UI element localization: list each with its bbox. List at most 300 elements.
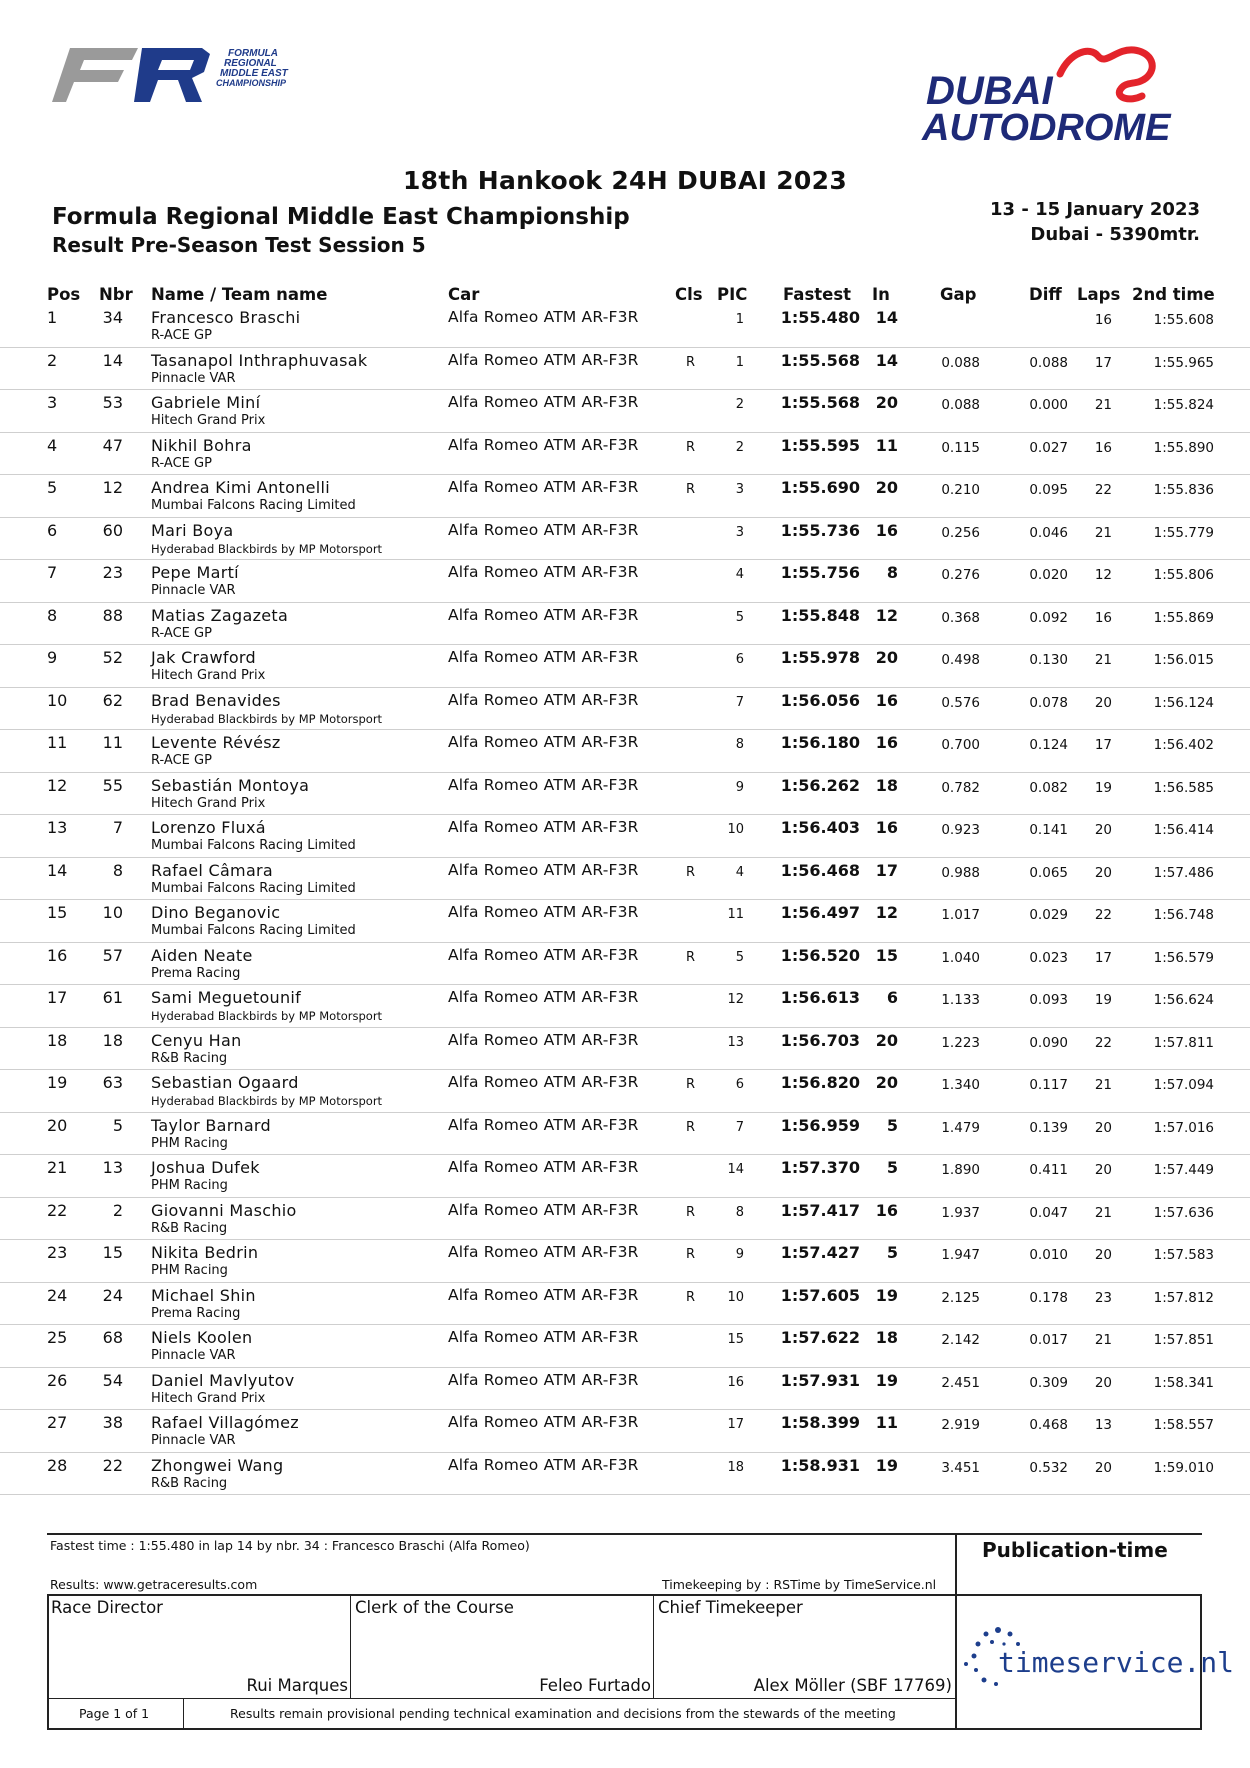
in-lap-cell: 14 xyxy=(875,350,898,370)
car-cell: Alfa Romeo ATM AR-F3R xyxy=(448,393,639,411)
in-lap-cell: 16 xyxy=(875,818,898,837)
laps-cell: 22 xyxy=(1094,482,1112,498)
gap-cell: 1.947 xyxy=(941,1247,980,1263)
table-row xyxy=(0,433,1250,476)
gap-cell: 2.125 xyxy=(941,1289,980,1306)
pos-cell: 25 xyxy=(47,1328,68,1347)
gap-cell: 0.088 xyxy=(941,397,980,413)
driver-name: Gabriele Miní xyxy=(151,393,261,412)
in-lap-cell: 15 xyxy=(875,945,898,965)
in-lap-cell: 8 xyxy=(886,563,898,582)
fastest-lap-cell: 1:57.370 xyxy=(780,1158,860,1177)
pic-cell: 7 xyxy=(735,1119,744,1135)
team-name: R-ACE GP xyxy=(151,625,212,641)
pos-cell: 24 xyxy=(47,1285,68,1305)
table-row xyxy=(0,1155,1250,1198)
in-lap-cell: 5 xyxy=(886,1243,898,1262)
driver-name: Lorenzo Fluxá xyxy=(151,818,266,837)
nbr-cell: 24 xyxy=(102,1285,123,1305)
pos-cell: 10 xyxy=(47,690,68,710)
pos-cell: 7 xyxy=(47,563,58,582)
fastest-lap-cell: 1:55.690 xyxy=(780,478,860,497)
gap-cell: 0.576 xyxy=(941,694,980,711)
second-time-cell: 1:57.094 xyxy=(1153,1077,1214,1093)
second-time-cell: 1:57.636 xyxy=(1153,1204,1214,1221)
second-time-cell: 1:55.890 xyxy=(1153,439,1214,456)
pos-cell: 22 xyxy=(47,1200,68,1220)
pic-cell: 18 xyxy=(727,1459,744,1475)
pic-cell: 6 xyxy=(735,1077,744,1092)
car-cell: Alfa Romeo ATM AR-F3R xyxy=(448,478,639,496)
pic-cell: 10 xyxy=(727,822,744,837)
pos-cell: 1 xyxy=(47,308,58,327)
driver-name: Sebastian Ogaard xyxy=(151,1073,299,1092)
second-time-cell: 1:55.869 xyxy=(1153,609,1214,626)
gap-cell: 0.210 xyxy=(941,482,980,498)
fastest-lap-cell: 1:55.480 xyxy=(780,308,860,327)
fastest-lap-cell: 1:57.417 xyxy=(780,1200,860,1220)
second-time-cell: 1:55.608 xyxy=(1153,312,1214,328)
gap-cell: 1.223 xyxy=(941,1034,980,1051)
pic-cell: 5 xyxy=(735,609,744,625)
pic-cell: 1 xyxy=(735,312,744,327)
table-row xyxy=(0,688,1250,731)
second-time-cell: 1:57.811 xyxy=(1153,1034,1214,1051)
car-cell: Alfa Romeo ATM AR-F3R xyxy=(448,690,639,709)
fastest-lap-cell: 1:56.180 xyxy=(780,733,860,752)
diff-cell: 0.078 xyxy=(1029,694,1068,711)
second-time-cell: 1:55.806 xyxy=(1153,567,1214,583)
nbr-cell: 53 xyxy=(102,393,123,412)
fastest-lap-cell: 1:56.262 xyxy=(780,775,860,795)
pic-cell: 7 xyxy=(735,694,744,710)
driver-name: Daniel Mavlyutov xyxy=(151,1370,295,1390)
laps-cell: 21 xyxy=(1094,524,1112,541)
gap-cell: 1.937 xyxy=(941,1204,980,1221)
gap-cell: 0.782 xyxy=(941,779,980,796)
event-title: 18th Hankook 24H DUBAI 2023 xyxy=(402,166,848,195)
nbr-cell: 2 xyxy=(112,1200,123,1220)
car-cell: Alfa Romeo ATM AR-F3R xyxy=(448,435,639,454)
team-name: Hyderabad Blackbirds by MP Motorsport xyxy=(151,1094,383,1108)
pic-cell: 8 xyxy=(735,737,744,752)
pos-cell: 12 xyxy=(47,775,68,795)
col-in: In xyxy=(872,285,890,304)
fastest-lap-cell: 1:55.978 xyxy=(780,648,860,667)
fastest-lap-cell: 1:55.756 xyxy=(780,563,860,582)
table-row xyxy=(0,1113,1250,1156)
col-gap: Gap xyxy=(940,285,977,304)
laps-cell: 17 xyxy=(1094,737,1112,753)
laps-cell: 22 xyxy=(1094,1034,1112,1051)
in-lap-cell: 16 xyxy=(875,690,898,710)
driver-name: Rafael Villagómez xyxy=(151,1413,299,1432)
in-lap-cell: 14 xyxy=(875,308,898,327)
session-title: Result Pre-Season Test Session 5 xyxy=(52,233,426,257)
fastest-lap-cell: 1:56.820 xyxy=(780,1073,860,1092)
fastest-lap-cell: 1:57.427 xyxy=(780,1243,860,1262)
class-cell: R xyxy=(686,1204,696,1220)
championship-title: Formula Regional Middle East Championship xyxy=(52,204,630,230)
diff-cell: 0.124 xyxy=(1029,737,1068,753)
fastest-lap-cell: 1:56.520 xyxy=(780,945,860,965)
gap-cell: 0.088 xyxy=(941,354,980,371)
pos-cell: 9 xyxy=(47,648,58,667)
laps-cell: 20 xyxy=(1094,1119,1112,1136)
fastest-lap-cell: 1:55.595 xyxy=(780,435,860,455)
footer-divider-right xyxy=(955,1533,957,1729)
laps-cell: 16 xyxy=(1094,312,1112,328)
table-row xyxy=(0,645,1250,688)
diff-cell: 0.088 xyxy=(1029,354,1068,371)
second-time-cell: 1:57.449 xyxy=(1153,1162,1214,1178)
nbr-cell: 54 xyxy=(102,1370,123,1390)
pos-cell: 19 xyxy=(47,1073,68,1092)
fastest-lap-cell: 1:58.399 xyxy=(780,1413,860,1432)
nbr-cell: 60 xyxy=(102,520,123,540)
table-row xyxy=(0,773,1250,816)
team-name: Pinnacle VAR xyxy=(151,370,236,386)
team-name: Hitech Grand Prix xyxy=(151,413,266,428)
team-name: Pinnacle VAR xyxy=(151,583,236,598)
signature-box-top xyxy=(47,1594,1202,1596)
gap-cell: 1.479 xyxy=(941,1119,980,1136)
gap-cell: 1.890 xyxy=(941,1162,980,1178)
timeservice-text: timeservice.nl xyxy=(998,1646,1235,1679)
second-time-cell: 1:58.557 xyxy=(1153,1417,1214,1433)
col-nbr: Nbr xyxy=(99,285,133,304)
pos-cell: 3 xyxy=(47,393,58,412)
pos-cell: 14 xyxy=(47,860,68,880)
pic-cell: 4 xyxy=(735,864,744,880)
driver-name: Tasanapol Inthraphuvasak xyxy=(151,350,368,370)
signature-divider-1 xyxy=(350,1594,351,1698)
driver-name: Jak Crawford xyxy=(151,648,256,667)
pos-cell: 26 xyxy=(47,1370,68,1390)
in-lap-cell: 11 xyxy=(875,1413,898,1432)
nbr-cell: 23 xyxy=(102,563,123,582)
autodrome-text: AUTODROME xyxy=(922,107,1171,149)
diff-cell: 0.139 xyxy=(1029,1119,1068,1136)
in-lap-cell: 20 xyxy=(875,478,898,497)
team-name: Mumbai Falcons Racing Limited xyxy=(151,498,356,513)
laps-cell: 23 xyxy=(1094,1289,1112,1306)
pos-cell: 27 xyxy=(47,1413,68,1432)
team-name: Prema Racing xyxy=(151,1305,241,1321)
table-row xyxy=(0,305,1250,348)
nbr-cell: 12 xyxy=(102,478,123,497)
fastest-time-note: Fastest time : 1:55.480 in lap 14 by nbr. 34 : Francesco Braschi (Alfa Romeo) xyxy=(50,1538,530,1553)
laps-cell: 21 xyxy=(1094,1077,1112,1093)
laps-cell: 20 xyxy=(1094,1247,1112,1263)
col-car: Car xyxy=(448,285,480,304)
in-lap-cell: 16 xyxy=(875,1200,898,1220)
car-cell: Alfa Romeo ATM AR-F3R xyxy=(448,1158,639,1176)
pos-cell: 21 xyxy=(47,1158,68,1177)
laps-cell: 16 xyxy=(1094,609,1112,626)
fastest-lap-cell: 1:55.568 xyxy=(780,350,860,370)
footer-bottom-rule xyxy=(47,1728,1202,1730)
laps-cell: 20 xyxy=(1094,694,1112,711)
in-lap-cell: 19 xyxy=(875,1285,898,1305)
col-name: Name / Team name xyxy=(151,285,328,304)
car-cell: Alfa Romeo ATM AR-F3R xyxy=(448,1413,639,1431)
diff-cell: 0.178 xyxy=(1029,1289,1068,1306)
table-row xyxy=(0,348,1250,391)
team-name: Hyderabad Blackbirds by MP Motorsport xyxy=(151,541,383,556)
formula-regional-logo xyxy=(52,44,322,106)
pic-cell: 9 xyxy=(735,1247,744,1262)
driver-name: Pepe Martí xyxy=(151,563,239,582)
chief-timekeeper-label: Chief Timekeeper xyxy=(658,1598,803,1617)
pic-cell: 8 xyxy=(735,1204,744,1220)
pos-cell: 8 xyxy=(47,605,58,625)
class-cell: R xyxy=(686,1247,696,1262)
dubai-autodrome-logo xyxy=(920,40,1210,148)
gap-cell: 2.142 xyxy=(941,1332,980,1348)
team-name: Pinnacle VAR xyxy=(151,1433,236,1448)
team-name: R-ACE GP xyxy=(151,455,212,471)
second-time-cell: 1:57.583 xyxy=(1153,1247,1214,1263)
fr-text-4: CHAMPIONSHIP xyxy=(216,78,287,88)
fastest-lap-cell: 1:56.703 xyxy=(780,1030,860,1050)
nbr-cell: 47 xyxy=(102,435,123,455)
second-time-cell: 1:56.414 xyxy=(1153,822,1214,838)
pic-cell: 17 xyxy=(727,1417,744,1432)
diff-cell: 0.309 xyxy=(1029,1374,1068,1391)
class-cell: R xyxy=(686,949,696,965)
car-cell: Alfa Romeo ATM AR-F3R xyxy=(448,1073,639,1091)
table-row xyxy=(0,1410,1250,1453)
nbr-cell: 55 xyxy=(102,775,123,795)
nbr-cell: 5 xyxy=(112,1115,123,1135)
in-lap-cell: 6 xyxy=(886,988,898,1007)
team-name: R-ACE GP xyxy=(151,328,212,343)
team-name: Hitech Grand Prix xyxy=(151,795,266,811)
fr-text-3: MIDDLE EAST xyxy=(220,68,288,79)
nbr-cell: 10 xyxy=(102,903,123,922)
pic-cell: 13 xyxy=(727,1034,744,1050)
team-name: Hitech Grand Prix xyxy=(151,668,266,683)
second-time-cell: 1:55.779 xyxy=(1153,524,1214,541)
car-cell: Alfa Romeo ATM AR-F3R xyxy=(448,520,639,539)
pic-cell: 3 xyxy=(735,482,744,497)
car-cell: Alfa Romeo ATM AR-F3R xyxy=(448,308,639,326)
table-row xyxy=(0,1283,1250,1326)
second-time-cell: 1:57.486 xyxy=(1153,864,1214,881)
footer-top-rule xyxy=(47,1533,1202,1535)
fastest-lap-cell: 1:57.931 xyxy=(780,1370,860,1390)
event-dates: 13 - 15 January 2023 xyxy=(990,199,1200,220)
car-cell: Alfa Romeo ATM AR-F3R xyxy=(448,818,639,836)
diff-cell: 0.130 xyxy=(1029,652,1068,668)
gap-cell: 1.017 xyxy=(941,907,980,923)
pic-cell: 15 xyxy=(727,1332,744,1347)
laps-cell: 20 xyxy=(1094,822,1112,838)
second-time-cell: 1:57.016 xyxy=(1153,1119,1214,1136)
nbr-cell: 62 xyxy=(102,690,123,710)
table-row xyxy=(0,1325,1250,1368)
pic-cell: 2 xyxy=(735,397,744,412)
gap-cell: 0.276 xyxy=(941,567,980,583)
pic-cell: 5 xyxy=(735,949,744,965)
class-cell: R xyxy=(686,354,696,370)
fr-text-2: REGIONAL xyxy=(224,58,277,69)
laps-cell: 17 xyxy=(1094,949,1112,966)
driver-name: Aiden Neate xyxy=(151,945,253,965)
in-lap-cell: 12 xyxy=(875,605,898,625)
pos-cell: 2 xyxy=(47,350,58,370)
table-row xyxy=(0,1070,1250,1113)
second-time-cell: 1:58.341 xyxy=(1153,1374,1214,1391)
col-diff: Diff xyxy=(1029,285,1062,304)
driver-name: Levente Révész xyxy=(151,733,281,752)
pos-cell: 20 xyxy=(47,1115,68,1135)
gap-cell: 3.451 xyxy=(941,1459,980,1476)
second-time-cell: 1:56.624 xyxy=(1153,992,1214,1008)
gap-cell: 1.040 xyxy=(941,949,980,966)
diff-cell: 0.092 xyxy=(1029,609,1068,626)
second-time-cell: 1:56.579 xyxy=(1153,949,1214,966)
team-name: Mumbai Falcons Racing Limited xyxy=(151,838,356,853)
diff-cell: 0.095 xyxy=(1029,482,1068,498)
pic-cell: 16 xyxy=(727,1374,744,1390)
driver-name: Rafael Câmara xyxy=(151,860,274,880)
fastest-lap-cell: 1:56.403 xyxy=(780,818,860,837)
in-lap-cell: 20 xyxy=(875,1073,898,1092)
fr-text-1: FORMULA xyxy=(228,48,278,59)
car-cell: Alfa Romeo ATM AR-F3R xyxy=(448,903,639,921)
car-cell: Alfa Romeo ATM AR-F3R xyxy=(448,775,639,794)
class-cell: R xyxy=(686,864,696,880)
car-cell: Alfa Romeo ATM AR-F3R xyxy=(448,733,639,751)
diff-cell: 0.532 xyxy=(1029,1459,1068,1476)
driver-name: Francesco Braschi xyxy=(151,308,301,327)
gap-cell: 1.133 xyxy=(941,992,980,1008)
diff-cell: 0.046 xyxy=(1029,524,1068,541)
table-row xyxy=(0,475,1250,518)
table-row xyxy=(0,1240,1250,1283)
car-cell: Alfa Romeo ATM AR-F3R xyxy=(448,1455,639,1474)
driver-name: Dino Beganovic xyxy=(151,903,281,922)
diff-cell: 0.468 xyxy=(1029,1417,1068,1433)
class-cell: R xyxy=(686,439,696,455)
in-lap-cell: 18 xyxy=(875,775,898,795)
pos-cell: 28 xyxy=(47,1455,68,1475)
in-lap-cell: 16 xyxy=(875,733,898,752)
in-lap-cell: 18 xyxy=(875,1328,898,1347)
car-cell: Alfa Romeo ATM AR-F3R xyxy=(448,1200,639,1219)
car-cell: Alfa Romeo ATM AR-F3R xyxy=(448,1115,639,1134)
nbr-cell: 38 xyxy=(102,1413,123,1432)
laps-cell: 21 xyxy=(1094,397,1112,413)
car-cell: Alfa Romeo ATM AR-F3R xyxy=(448,1243,639,1261)
car-cell: Alfa Romeo ATM AR-F3R xyxy=(448,1328,639,1346)
laps-cell: 20 xyxy=(1094,864,1112,881)
diff-cell: 0.065 xyxy=(1029,864,1068,881)
diff-cell: 0.082 xyxy=(1029,779,1068,796)
table-row xyxy=(0,1028,1250,1071)
nbr-cell: 57 xyxy=(102,945,123,965)
gap-cell: 0.256 xyxy=(941,524,980,541)
laps-cell: 12 xyxy=(1094,567,1112,583)
in-lap-cell: 5 xyxy=(886,1115,898,1135)
second-time-cell: 1:56.015 xyxy=(1153,652,1214,668)
table-row xyxy=(0,730,1250,773)
table-row xyxy=(0,985,1250,1028)
team-name: R&B Racing xyxy=(151,1220,228,1236)
signature-divider-2 xyxy=(653,1594,654,1698)
team-name: Hitech Grand Prix xyxy=(151,1390,266,1406)
table-row xyxy=(0,1198,1250,1241)
results-table-body xyxy=(0,305,1250,1495)
chief-timekeeper-name: Alex Möller (SBF 17769) xyxy=(753,1676,952,1695)
diff-cell: 0.017 xyxy=(1029,1332,1068,1348)
team-name: PHM Racing xyxy=(151,1178,228,1193)
pic-cell: 6 xyxy=(735,652,744,667)
pos-cell: 5 xyxy=(47,478,58,497)
class-cell: R xyxy=(686,1077,696,1092)
diff-cell: 0.020 xyxy=(1029,567,1068,583)
driver-name: Sami Meguetounif xyxy=(151,988,302,1007)
second-time-cell: 1:59.010 xyxy=(1153,1459,1214,1476)
nbr-cell: 88 xyxy=(102,605,123,625)
pos-cell: 4 xyxy=(47,435,58,455)
gap-cell: 0.115 xyxy=(941,439,980,456)
second-time-cell: 1:56.585 xyxy=(1153,779,1214,796)
laps-cell: 21 xyxy=(1094,652,1112,668)
laps-cell: 21 xyxy=(1094,1204,1112,1221)
second-time-cell: 1:55.965 xyxy=(1153,354,1214,371)
car-cell: Alfa Romeo ATM AR-F3R xyxy=(448,1370,639,1389)
nbr-cell: 14 xyxy=(102,350,123,370)
fastest-lap-cell: 1:58.931 xyxy=(780,1455,860,1475)
second-time-cell: 1:56.124 xyxy=(1153,694,1214,711)
team-name: R&B Racing xyxy=(151,1475,228,1491)
col-second-time: 2nd time xyxy=(1132,285,1215,304)
nbr-cell: 11 xyxy=(102,733,123,752)
team-name: R&B Racing xyxy=(151,1050,228,1066)
nbr-cell: 22 xyxy=(102,1455,123,1475)
car-cell: Alfa Romeo ATM AR-F3R xyxy=(448,945,639,964)
driver-name: Niels Koolen xyxy=(151,1328,253,1347)
driver-name: Nikhil Bohra xyxy=(151,435,252,455)
fastest-lap-cell: 1:56.056 xyxy=(780,690,860,710)
nbr-cell: 52 xyxy=(102,648,123,667)
fastest-lap-cell: 1:55.736 xyxy=(780,520,860,540)
car-cell: Alfa Romeo ATM AR-F3R xyxy=(448,648,639,666)
nbr-cell: 8 xyxy=(112,860,123,880)
table-row xyxy=(0,943,1250,986)
pic-cell: 14 xyxy=(727,1162,744,1177)
car-cell: Alfa Romeo ATM AR-F3R xyxy=(448,563,639,581)
pic-cell: 1 xyxy=(735,354,744,370)
nbr-cell: 13 xyxy=(102,1158,123,1177)
team-name: Mumbai Falcons Racing Limited xyxy=(151,880,356,896)
col-laps: Laps xyxy=(1077,285,1121,304)
race-director-label: Race Director xyxy=(51,1598,163,1617)
driver-name: Cenyu Han xyxy=(151,1030,242,1050)
gap-cell: 0.368 xyxy=(941,609,980,626)
pos-cell: 17 xyxy=(47,988,68,1007)
pic-cell: 4 xyxy=(735,567,744,582)
fastest-lap-cell: 1:57.605 xyxy=(780,1285,860,1305)
driver-name: Zhongwei Wang xyxy=(151,1455,284,1475)
clerk-label: Clerk of the Course xyxy=(355,1598,514,1617)
diff-cell: 0.141 xyxy=(1029,822,1068,838)
signature-box-left xyxy=(47,1594,49,1729)
diff-cell: 0.010 xyxy=(1029,1247,1068,1263)
